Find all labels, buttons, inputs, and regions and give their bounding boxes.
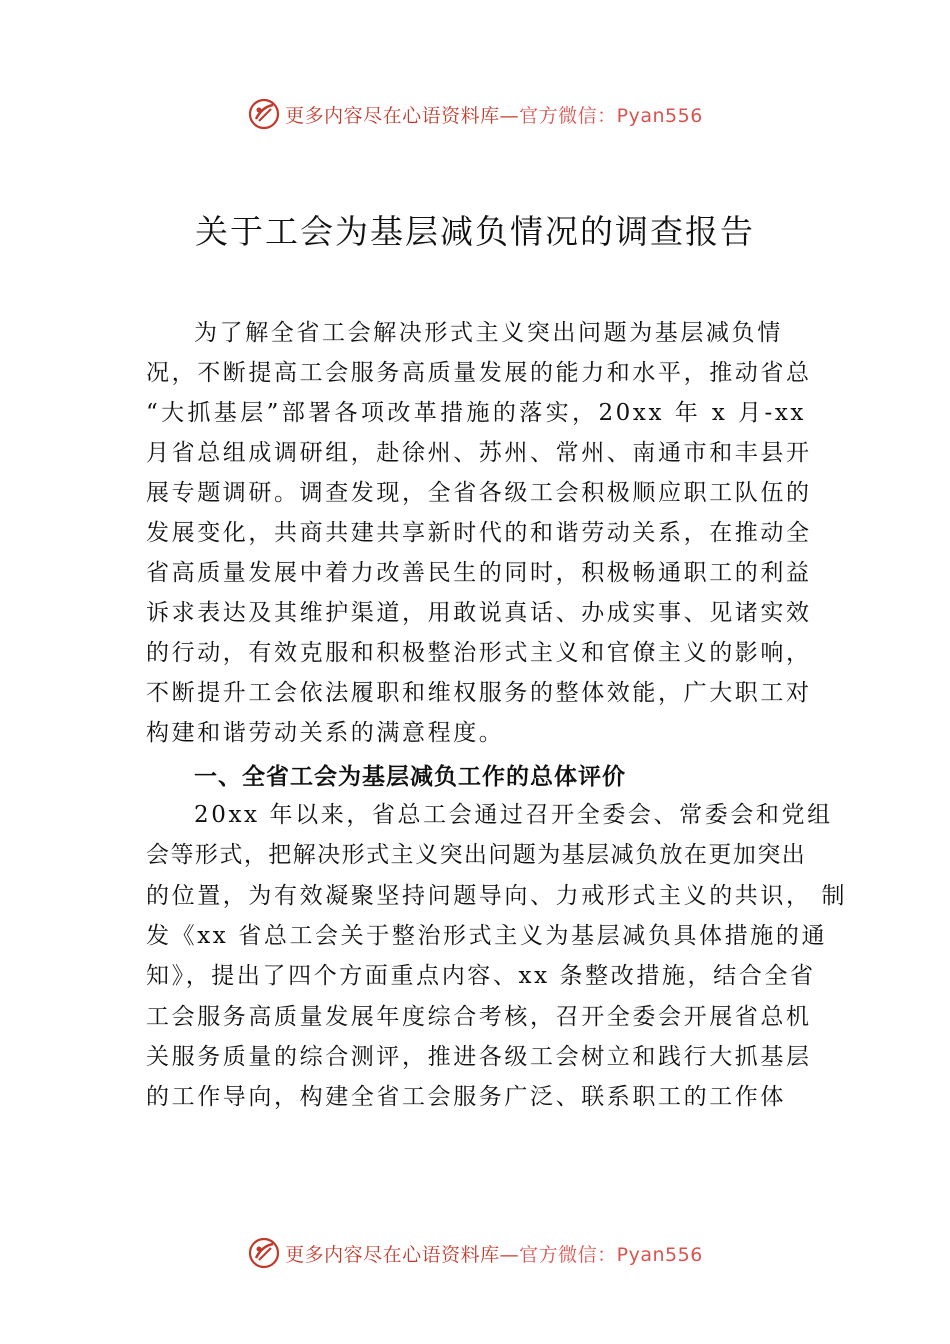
footer-watermark: [0, 1233, 950, 1273]
brand-logo-icon: [247, 97, 281, 131]
paragraph2-line: 发《xx 省总工会关于整治形式主义为基层减负具体措施的通: [146, 923, 828, 949]
paragraph1-line: 为了解全省工会解决形式主义突出问题为基层减负情: [194, 320, 783, 346]
watermark-contact: 官方微信：Pyan556: [519, 104, 703, 127]
header-watermark: [0, 94, 950, 134]
paragraph2-line: 会等形式，把解决形式主义突出问题为基层减负放在更加突出: [146, 842, 806, 868]
paragraph1-line: 展专题调研。调查发现，全省各级工会积极顺应职工队伍的: [146, 480, 812, 506]
paragraph2-line: 的工作导向，构建全省工会服务广泛、联系职工的工作体: [146, 1084, 786, 1110]
watermark-dash: —: [499, 1243, 520, 1266]
brand-logo-icon: [247, 1236, 281, 1270]
paragraph1-line: “大抓基层”部署各项改革措施的落实，20xx 年 x 月-xx: [146, 400, 806, 426]
watermark-brand: 更多内容尽在心语资料库: [285, 1243, 500, 1266]
paragraph2-line: 知》，提出了四个方面重点内容、xx 条整改措施，结合全省: [146, 963, 816, 989]
document-title: 关于工会为基层减负情况的调查报告: [195, 212, 755, 251]
paragraph1-line: 诉求表达及其维护渠道，用敢说真话、办成实事、见诸实效: [146, 600, 812, 626]
paragraph2-line: 关服务质量的综合测评，推进各级工会树立和践行大抓基层: [146, 1044, 812, 1070]
watermark-text: [285, 101, 703, 128]
paragraph1-line: 不断提升工会依法履职和维权服务的整体效能，广大职工对: [146, 680, 812, 706]
paragraph1-line: 构建和谐劳动关系的满意程度。: [146, 720, 505, 746]
watermark-brand: 更多内容尽在心语资料库: [285, 104, 500, 127]
paragraph2-line: 的位置，为有效凝聚坚持问题导向、力戒形式主义的共识， 制: [146, 883, 848, 909]
paragraph1-line: 月省总组成调研组，赴徐州、苏州、常州、南通市和丰县开: [146, 440, 812, 466]
paragraph2-line: 工会服务高质量发展年度综合考核，召开全委会开展省总机: [146, 1004, 812, 1030]
paragraph1-line: 发展变化，共商共建共享新时代的和谐劳动关系，在推动全: [146, 520, 812, 546]
paragraph1-line: 省高质量发展中着力改善民生的同时，积极畅通职工的利益: [146, 560, 812, 586]
watermark-dash: —: [499, 104, 520, 127]
watermark-contact: 官方微信：Pyan556: [519, 1243, 703, 1266]
section-heading: 一、全省工会为基层减负工作的总体评价: [194, 764, 626, 790]
paragraph1-line: 况，不断提高工会服务高质量发展的能力和水平，推动省总: [146, 360, 812, 386]
paragraph2-line: 20xx 年以来，省总工会通过召开全委会、常委会和党组: [194, 802, 833, 828]
paragraph1-line: 的行动，有效克服和积极整治形式主义和官僚主义的影响，: [146, 640, 812, 666]
watermark-text: [285, 1240, 703, 1267]
